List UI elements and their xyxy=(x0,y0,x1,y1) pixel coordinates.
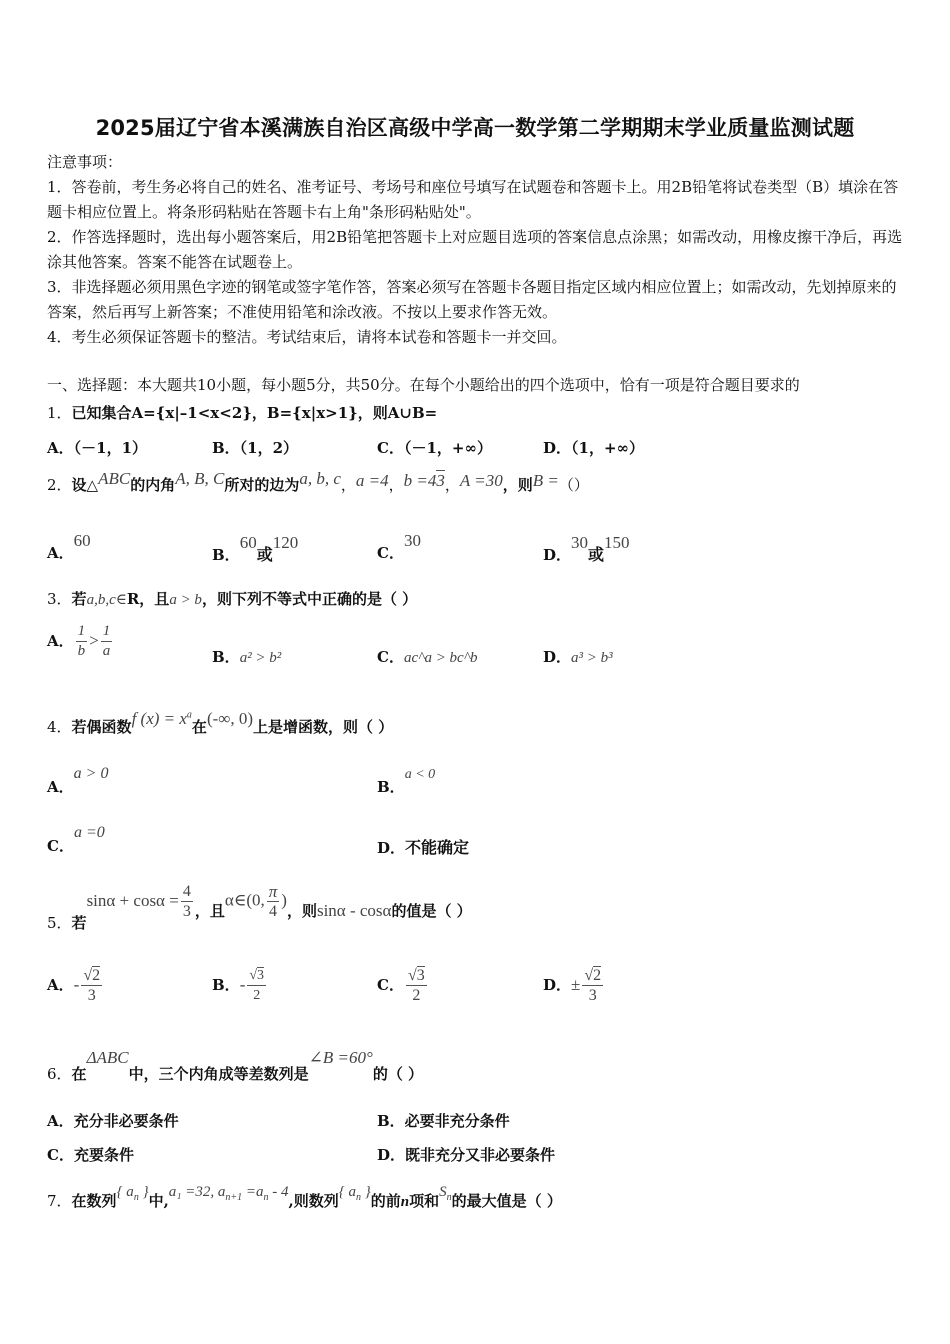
q5-option-c[interactable]: C． $\frac{√3}{2}$ xyxy=(377,967,425,1004)
note-item-2: 2．作答选择题时，选出每小题答案后，用2B铅笔把答题卡上对应题目选项的答案信息点涂黑；如需改动，用橡皮擦干净后，再选涂其他答案。答案不能答在试题卷上。 xyxy=(47,228,903,271)
q1-option-c[interactable]: C．（－1，+∞） xyxy=(377,439,492,457)
notes-block xyxy=(47,150,907,350)
q1-option-b[interactable]: B．（1，2） xyxy=(212,439,299,457)
page-title: 2025届辽宁省本溪满族自治区高级中学高一数学第二学期期末学业质量监测试题 xyxy=(95,116,855,140)
q6-option-c[interactable]: C．充要条件 xyxy=(47,1146,134,1164)
q6-option-d[interactable]: D．既非充分又非必要条件 xyxy=(377,1146,556,1164)
question-3-stem: 3．若a,b,c∈R，且a > b，则下列不等式中正确的是（ ） xyxy=(47,590,418,608)
note-item-3: 3．非选择题必须用黑色字迹的钢笔或签字笔作答，答案必须写在答题卡各题目指定区域内相应位置上；如需改动，先划掉原来的答案，然后再写上新答案；不准使用铅笔和涂改液。不按以上要求作答无效。 xyxy=(47,278,897,321)
q2-option-c[interactable]: C．30 xyxy=(377,531,421,562)
q5-option-b[interactable]: B．- $\frac{√3}{2}$ xyxy=(212,968,265,1003)
note-item-4: 4．考生必须保证答题卡的整洁。考试结束后，请将本试卷和答题卡一并交回。 xyxy=(47,328,567,346)
question-2-stem: 2．设△ABC的内角A, B, C所对的边为a, b, c，a =4，b =43，A =30，则B =（） xyxy=(47,469,589,494)
section-heading: 一、选择题：本大题共10小题，每小题5分，共50分。在每个小题给出的四个选项中，恰有一项是符合题目要求的 xyxy=(47,376,800,394)
q6-option-b[interactable]: B．必要非充分条件 xyxy=(377,1112,510,1130)
q4-option-b[interactable]: B．a < 0 xyxy=(377,767,436,796)
q4-option-c[interactable]: C．a =0 xyxy=(47,824,105,855)
q2-option-b[interactable]: B．60或120 xyxy=(212,533,299,564)
q1-number: 1． xyxy=(47,404,72,422)
q5-option-d[interactable]: D．± $\frac{√2}{3}$ xyxy=(543,967,602,1004)
q2-option-a[interactable]: A．60 xyxy=(47,531,91,562)
notes-heading: 注意事项： xyxy=(47,153,123,171)
q1-text: 已知集合A={x|–1<x<2}，B={x|x>1}，则A∪B= xyxy=(71,404,438,422)
q1-option-a[interactable]: A．（－1，1） xyxy=(47,439,148,457)
q3-option-d[interactable]: D．a³ > b³ xyxy=(543,648,613,666)
question-7-stem: 7．在数列{ $a_n$ }中,a₁ =32, $a_{n+1} =a_n - 4$,则数列{ $a_n$ }的前n项和$S_n$的最大值是（ ） xyxy=(47,1184,562,1210)
question-4-stem: 4．若偶函数f $(x) = x^a$在(-∞, 0)上是增函数，则（ ） xyxy=(47,709,394,736)
q6-option-a[interactable]: A．充分非必要条件 xyxy=(47,1112,179,1130)
question-1-stem xyxy=(47,402,437,423)
note-item-1: 1．答卷前，考生务必将自己的姓名、准考证号、考场号和座位号填写在试题卷和答题卡上。用2B铅笔将试卷类型（B）填涂在答题卡相应位置上。将条形码粘贴在答题卡右上角"条形码粘贴处"。 xyxy=(47,178,899,221)
q4-option-d[interactable]: D．不能确定 xyxy=(377,838,470,857)
q3-option-b[interactable]: B．a² > b² xyxy=(212,648,282,666)
q5-option-a[interactable]: A．- $\frac{√2}{3}$ xyxy=(47,967,101,1004)
q3-option-a[interactable]: A． $\frac{1}{b}$ > $\frac{1}{a}$ xyxy=(47,623,111,659)
q1-option-d[interactable]: D．（1，+∞） xyxy=(543,439,645,457)
q2-option-d[interactable]: D．30或150 xyxy=(543,533,630,564)
question-6-stem: 6．在ΔABC中，三个内角成等差数列是∠B =60°的（ ） xyxy=(47,1048,424,1083)
q4-option-a[interactable]: A．a > 0 xyxy=(47,765,109,796)
q3-option-c[interactable]: C．ac^a > bc^b xyxy=(377,648,478,666)
question-5-stem: 5．若sinα + cosα = $\frac{4}{3}$ ，且α∈(0, $\frac{\pi}{4}$ )，则sinα - cosα的值是（ ） xyxy=(47,882,472,932)
